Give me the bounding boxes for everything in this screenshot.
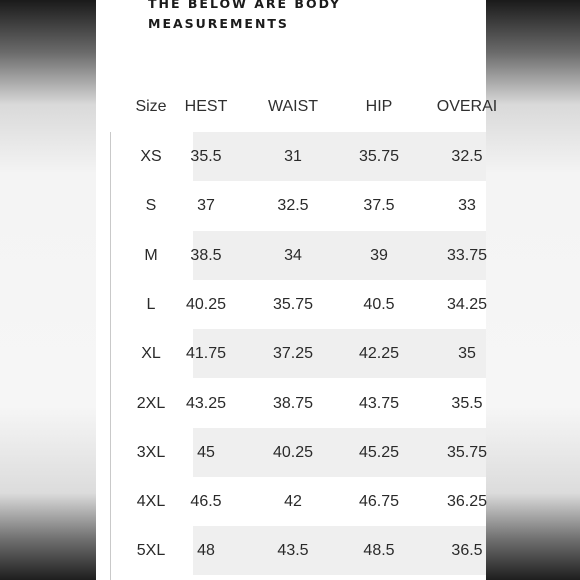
cell-chest: 43.25: [185, 394, 227, 412]
cell-waist: 35.75: [272, 295, 314, 313]
cell-chest: 40.25: [185, 295, 227, 313]
cell-size: L: [146, 295, 156, 313]
cell-chest-clip: [193, 526, 253, 575]
cell-waist: 37.25: [272, 345, 314, 363]
cell-overall: 35.5: [451, 394, 483, 412]
table-row: [96, 428, 486, 477]
cell-overall: 33: [458, 197, 476, 215]
cell-waist: 32.5: [277, 197, 309, 215]
table-row: [96, 231, 486, 280]
blurred-left-background: [0, 0, 96, 580]
cell-size: 2XL: [136, 394, 166, 412]
table-row: [96, 477, 486, 526]
cell-hip: 42.25: [358, 345, 400, 363]
cell-hip: 46.75: [358, 493, 400, 511]
cell-chest: 48: [197, 542, 215, 560]
cell-overall: 32.5: [451, 148, 483, 165]
cell-size: XL: [141, 345, 161, 363]
cell-chest-clip: [185, 329, 253, 378]
table-row: [96, 181, 486, 230]
cell-chest: 41.75: [185, 345, 227, 363]
cell-size: S: [145, 197, 157, 215]
header-chest: HEST: [184, 98, 228, 115]
cell-chest-clip: [185, 379, 253, 428]
cell-waist: 43.5: [277, 542, 309, 560]
cell-overall: 35.75: [446, 443, 488, 461]
header-waist: WAIST: [267, 98, 319, 115]
table-row: [96, 329, 486, 378]
cell-chest-clip: [190, 231, 253, 280]
cell-waist: 42: [284, 493, 302, 511]
cell-chest-clip: [185, 280, 253, 329]
cell-waist: 38.75: [272, 394, 314, 412]
cell-hip: 40.5: [363, 295, 395, 313]
blurred-right-background: [486, 0, 580, 580]
cell-chest: 46.5: [190, 493, 222, 511]
cell-overall: 33.75: [446, 246, 488, 264]
cell-hip: 35.75: [358, 148, 400, 165]
size-chart-page: [96, 0, 498, 580]
cell-size: 3XL: [136, 443, 166, 461]
cell-chest: 38.5: [190, 246, 222, 264]
heading-line-2: MEASUREMENTS: [148, 16, 289, 31]
table-row: [96, 379, 486, 428]
cell-chest-clip: [190, 477, 253, 526]
cell-overall: 35: [458, 345, 476, 363]
cell-size: 4XL: [136, 493, 166, 511]
cell-waist: 40.25: [272, 443, 314, 461]
cell-hip: 45.25: [358, 443, 400, 461]
measurements-heading: [148, 0, 341, 34]
cell-hip: 37.5: [363, 197, 395, 215]
cell-chest: 45: [197, 443, 215, 461]
heading-line-1: THE BELOW ARE BODY: [148, 0, 342, 11]
cell-chest-clip: [190, 132, 253, 181]
cell-chest-clip: [193, 181, 253, 230]
header-overall: OVERAI: [436, 98, 498, 115]
cell-overall: 34.25: [446, 295, 488, 313]
cell-chest: 35.5: [190, 148, 222, 165]
cell-overall: 36.5: [451, 542, 483, 560]
cell-chest-clip: [193, 428, 253, 477]
cell-hip: 39: [370, 246, 388, 264]
cell-size: XS: [140, 148, 162, 165]
header-chest-clip: [184, 82, 253, 131]
header-size: Size: [135, 98, 167, 115]
table-row: [96, 132, 486, 181]
cell-overall: 36.25: [446, 493, 488, 511]
cell-chest: 37: [197, 197, 215, 215]
table-row: [96, 280, 486, 329]
header-hip: HIP: [365, 98, 393, 115]
cell-hip: 43.75: [358, 394, 400, 412]
table-header-row: [96, 82, 498, 131]
cell-waist: 31: [284, 148, 302, 165]
cell-size: M: [144, 246, 158, 264]
cell-size: 5XL: [136, 542, 166, 560]
table-row: [96, 526, 486, 575]
cell-waist: 34: [284, 246, 302, 264]
cell-hip: 48.5: [363, 542, 395, 560]
